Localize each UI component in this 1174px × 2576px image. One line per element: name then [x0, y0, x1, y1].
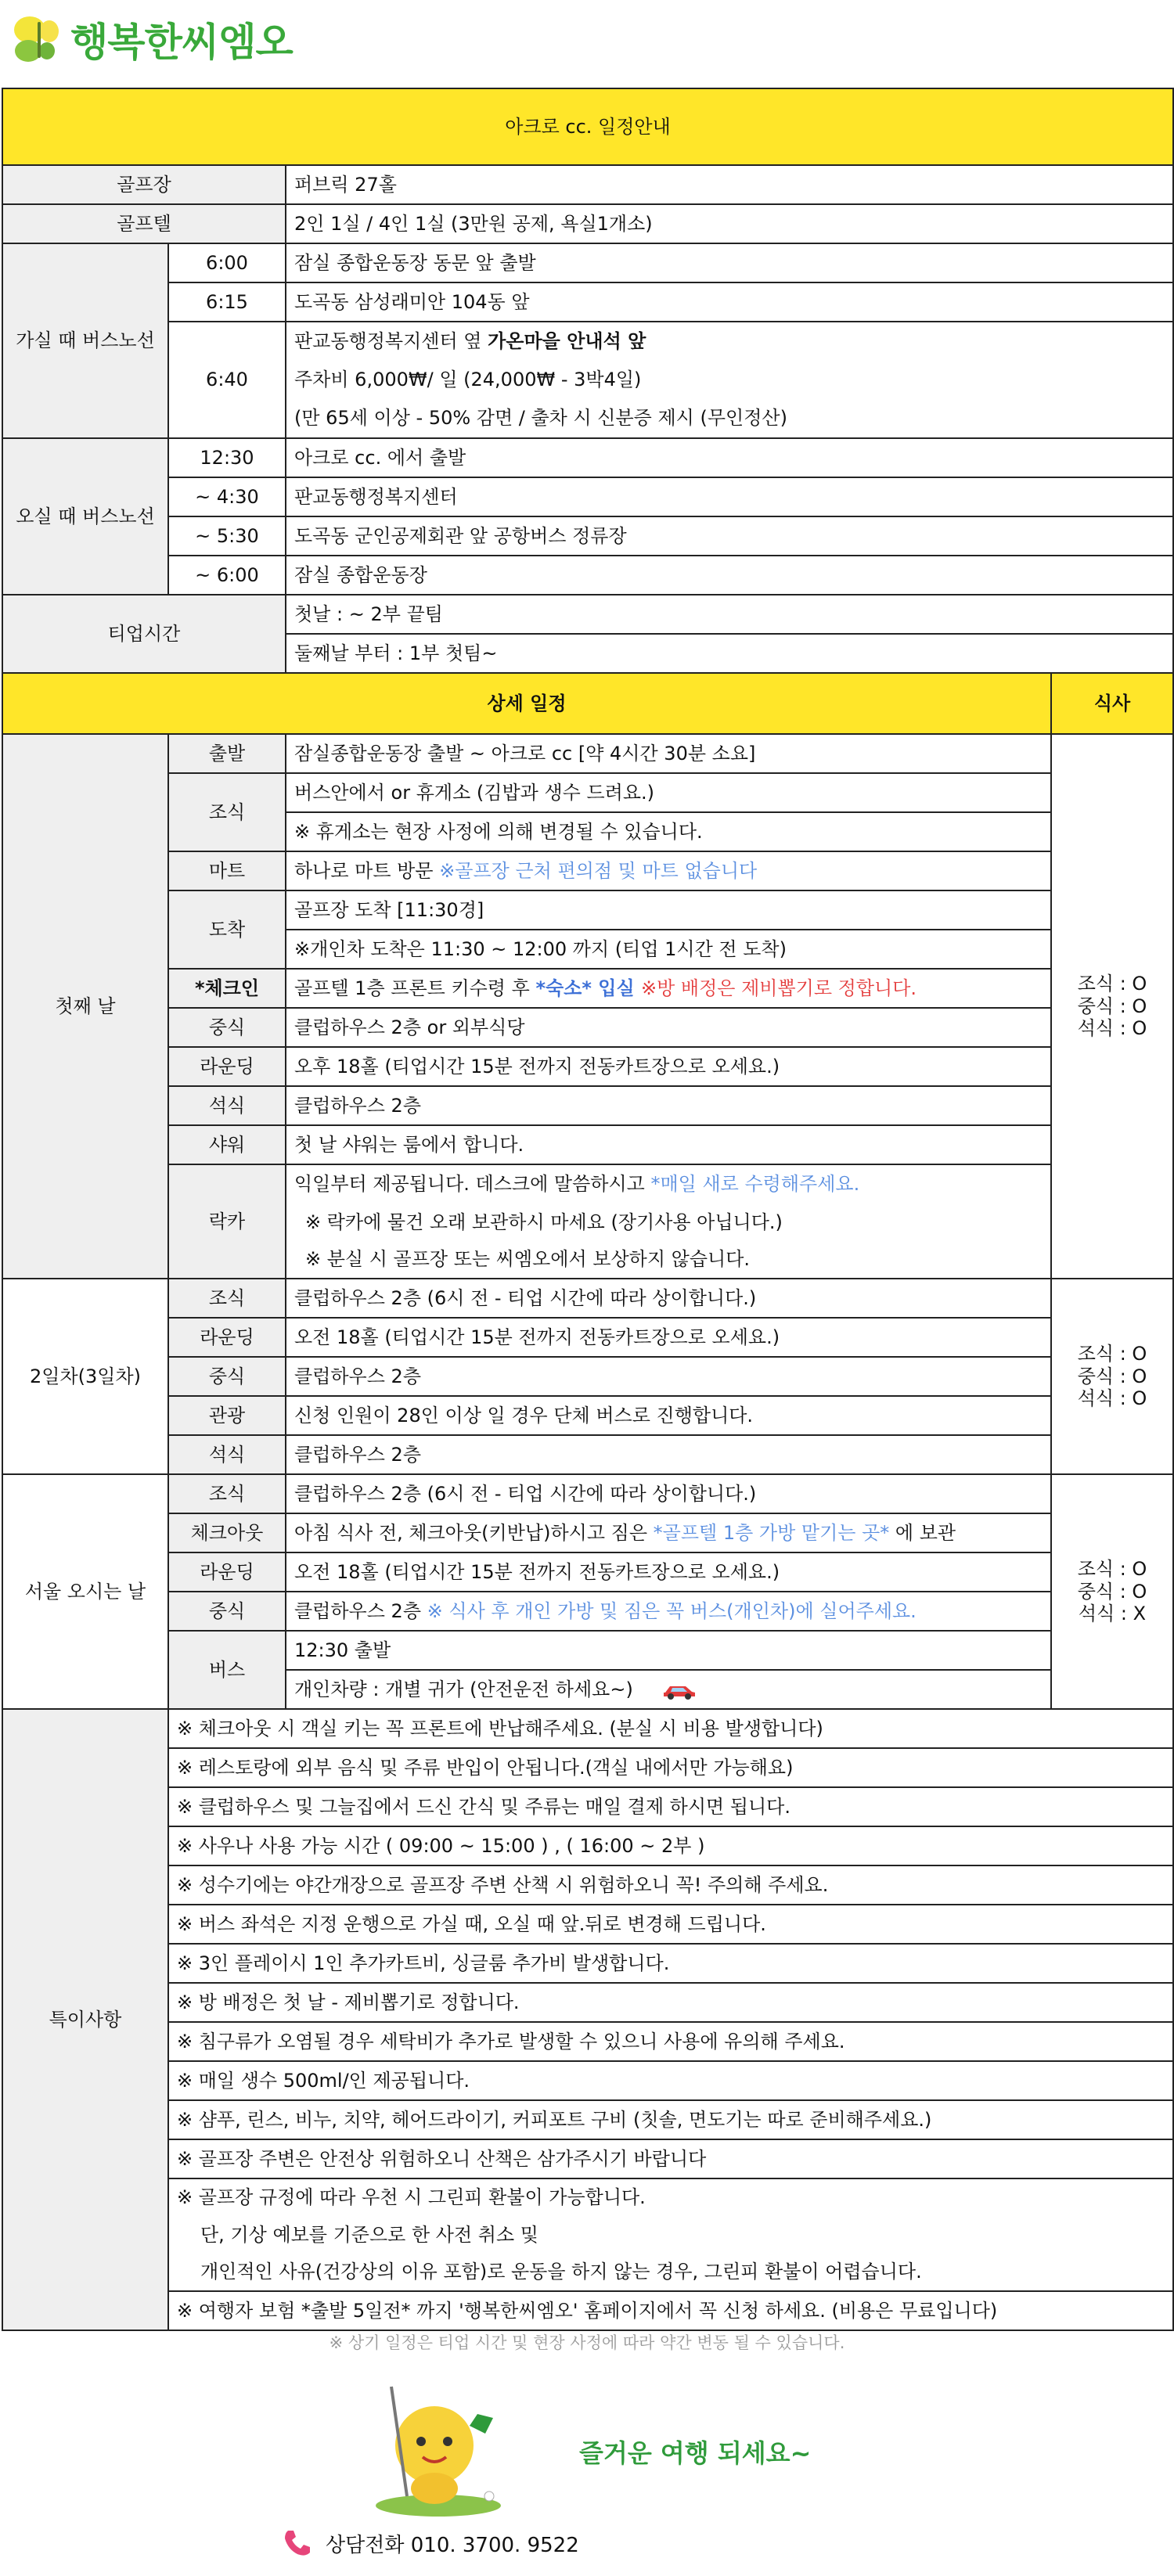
row-text: 골프장 도착 [11:30경] [286, 890, 1051, 930]
note-item: ※ 침구류가 오염될 경우 세탁비가 추가로 발생할 수 있으니 사용에 유의해 주세요. [168, 2022, 1173, 2061]
row-label: 라운딩 [168, 1552, 286, 1592]
row-text [286, 1164, 1051, 1203]
bus-back-time: ~ 6:00 [168, 556, 286, 595]
checkin-text: 골프텔 1층 프론트 키수령 후 [294, 977, 536, 999]
row-label: 출발 [168, 734, 286, 773]
day3-row [2, 1631, 1173, 1670]
note-row [2, 2139, 1173, 2178]
row-label: 라운딩 [168, 1047, 286, 1086]
lunch-text: 클럽하우스 2층 [294, 1599, 427, 1622]
luggage-place: *골프텔 1층 가방 맡기는 곳* [653, 1521, 890, 1544]
phone-icon [282, 2527, 313, 2559]
golf-course-value: 퍼브릭 27홀 [286, 165, 1173, 204]
bus-go-time: 6:15 [168, 282, 286, 322]
detail-header-row [2, 673, 1173, 734]
note-row [2, 1709, 1173, 1748]
golftel-value: 2인 1실 / 4인 1실 (3만원 공제, 욕실1개소) [286, 204, 1173, 243]
row-text: 클럽하우스 2층 (6시 전 - 티업 시간에 따라 상이합니다.) [286, 1279, 1051, 1318]
day1-row [2, 1125, 1173, 1164]
meal-dinner: 석식 : O [1077, 1387, 1147, 1410]
day3-row [2, 1592, 1173, 1631]
bus-back-time: 12:30 [168, 438, 286, 477]
note-item: ※ 3인 플레이시 1인 추가카트비, 싱글룸 추가비 발생합니다. [168, 1944, 1173, 1983]
note-item: ※ 레스토랑에 외부 음식 및 주류 반입이 안됩니다.(객실 내에서만 가능해요) [168, 1748, 1173, 1787]
note-row [2, 2216, 1173, 2254]
bus-go-row [2, 243, 1173, 282]
row-text: 클럽하우스 2층 or 외부식당 [286, 1008, 1051, 1047]
note-row [2, 1905, 1173, 1944]
row-text: ※개인차 도착은 11:30 ~ 12:00 까지 (티업 1시간 전 도착) [286, 930, 1051, 969]
row-text: 클럽하우스 2층 (6시 전 - 티업 시간에 따라 상이합니다.) [286, 1474, 1051, 1513]
meal-breakfast: 조식 : O [1077, 972, 1147, 995]
day1-row [2, 1164, 1173, 1203]
bus-go-row [2, 322, 1173, 438]
bus-back-stop: 판교동행정복지센터 [286, 477, 1173, 516]
note-item: ※ 성수기에는 야간개장으로 골프장 주변 산책 시 위험하오니 꼭! 주의해 주세요. [168, 1865, 1173, 1905]
bus-go-stop-detail [286, 322, 1173, 438]
row-label: 중식 [168, 1592, 286, 1631]
day2-row [2, 1279, 1173, 1318]
row-label: 석식 [168, 1086, 286, 1125]
row-text: 클럽하우스 2층 [286, 1435, 1051, 1474]
checkin-room-note: *숙소* 입실 [535, 977, 641, 999]
row-label: 락카 [168, 1164, 286, 1279]
refund-note: ※ 골프장 규정에 따라 우천 시 그린피 환불이 가능합니다. [168, 2178, 1173, 2216]
row-text: 오전 18홀 (티업시간 15분 전까지 전동카트장으로 오세요.) [286, 1552, 1051, 1592]
footer-note: ※ 상기 일정은 티업 시간 및 현장 사정에 따라 약간 변동 될 수 있습니다. [329, 2333, 845, 2352]
day1-meals [1051, 734, 1173, 1279]
row-label: 석식 [168, 1435, 286, 1474]
note-row [2, 1748, 1173, 1787]
meal-lunch: 중식 : O [1077, 1365, 1147, 1387]
bus-go-stop-text: 판교동행정복지센터 옆 [294, 330, 488, 352]
meal-dinner: 석식 : X [1078, 1603, 1147, 1625]
row-label: 중식 [168, 1357, 286, 1396]
bus-back-stop: 아크로 cc. 에서 출발 [286, 438, 1173, 477]
checkout-text: 아침 식사 전, 체크아웃(키반납)하시고 짐은 [294, 1521, 654, 1544]
brand-logo[interactable] [6, 8, 293, 70]
note-row [2, 1983, 1173, 2022]
bus-back-time: ~ 4:30 [168, 477, 286, 516]
note-row [2, 2178, 1173, 2216]
row-text [286, 1592, 1051, 1631]
row-label: 조식 [168, 773, 286, 851]
meal-header: 식사 [1051, 673, 1173, 734]
meal-lunch: 중식 : O [1077, 995, 1147, 1017]
meal-dinner: 석식 : O [1077, 1017, 1147, 1040]
title-row [2, 88, 1173, 165]
refund-note: 개인적인 사유(건강상의 이유 포함)로 운동을 하지 않는 경우, 그린피 환불이 어렵습니다. [168, 2254, 1173, 2291]
row-text: 클럽하우스 2층 [286, 1086, 1051, 1125]
row-text [286, 1513, 1051, 1552]
note-row [2, 2100, 1173, 2139]
row-label: 조식 [168, 1279, 286, 1318]
page-title: 아크로 cc. 일정안내 [2, 88, 1173, 165]
bus-go-stop: 잠실 종합운동장 동문 앞 출발 [286, 243, 1173, 282]
locker-text: 익일부터 제공됩니다. 데스크에 말씀하시고 [294, 1173, 651, 1196]
bus-go-stop-line [294, 322, 1165, 361]
note-item: ※ 방 배정은 첫 날 - 제비뽑기로 정합니다. [168, 1983, 1173, 2022]
day1-row [2, 773, 1173, 812]
meal-breakfast: 조식 : O [1077, 1557, 1147, 1580]
day3-row [2, 1513, 1173, 1552]
row-label: 관광 [168, 1396, 286, 1435]
bus-back-row [2, 477, 1173, 516]
day1-row [2, 969, 1173, 1008]
bus-back-row [2, 516, 1173, 556]
locker-note: *매일 새로 수령해주세요. [650, 1173, 860, 1196]
row-text: 버스안에서 or 휴게소 (김밥과 생수 드려요.) [286, 773, 1051, 812]
day3-meals [1051, 1474, 1173, 1709]
bus-go-stop-landmark: 가온마을 안내석 앞 [488, 330, 646, 352]
slogan: 즐거운 여행 되세요~ [579, 2438, 812, 2468]
day1-label: 첫째 날 [2, 734, 168, 1279]
butterfly-icon [6, 8, 77, 70]
row-label: 버스 [168, 1631, 286, 1709]
meal-lunch: 중식 : O [1077, 1580, 1147, 1603]
note-row [2, 1865, 1173, 1905]
parking-fee: 주차비 6,000₩/ 일 (24,000₩ - 3박4일) [294, 369, 642, 390]
row-label: 마트 [168, 851, 286, 890]
bus-go-label: 가실 때 버스노선 [2, 243, 168, 438]
day3-row [2, 1474, 1173, 1513]
golf-course-label: 골프장 [2, 165, 286, 204]
day2-row [2, 1318, 1173, 1357]
schedule-table [2, 88, 1174, 2331]
day3-row [2, 1552, 1173, 1592]
row-text: 잠실종합운동장 출발 ~ 아크로 cc [약 4시간 30분 소요] [286, 734, 1051, 773]
room-assignment-note: ※방 배정은 제비뽑기로 정합니다. [641, 977, 917, 999]
checkout-text-end: 에 보관 [889, 1521, 956, 1544]
teeup-label: 티업시간 [2, 595, 286, 673]
note-row [2, 2061, 1173, 2100]
note-item: ※ 샴푸, 린스, 비누, 치약, 헤어드라이기, 커피포트 구비 (칫솔, 면도기는 따로 준비해주세요.) [168, 2100, 1173, 2139]
note-row [2, 2022, 1173, 2061]
day2-row [2, 1396, 1173, 1435]
note-row [2, 2291, 1173, 2330]
teeup-after: 둘째날 부터 : 1부 첫팀~ [286, 634, 1173, 673]
note-item: ※ 사우나 사용 가능 시간 ( 09:00 ~ 15:00 ) , ( 16:00 ~ 2부 ) [168, 1826, 1173, 1865]
row-text: 신청 인원이 28인 이상 일 경우 단체 버스로 진행합니다. [286, 1396, 1051, 1435]
luggage-note: ※ 식사 후 개인 가방 및 짐은 꼭 버스(개인차)에 실어주세요. [427, 1599, 917, 1622]
bus-go-time: 6:40 [168, 322, 286, 438]
day2-meals [1051, 1279, 1173, 1474]
detail-header: 상세 일정 [2, 673, 1051, 734]
row-text: 첫 날 샤워는 룸에서 합니다. [286, 1125, 1051, 1164]
day1-row [2, 851, 1173, 890]
day2-label: 2일차(3일차) [2, 1279, 168, 1474]
car-icon [662, 1680, 697, 1700]
day1-row [2, 1047, 1173, 1086]
bus-back-row [2, 438, 1173, 477]
bus-back-time: ~ 5:30 [168, 516, 286, 556]
refund-note: 단, 기상 예보를 기준으로 한 사전 취소 및 [168, 2216, 1173, 2254]
day1-row [2, 1008, 1173, 1047]
note-item: ※ 체크아웃 시 객실 키는 꼭 프론트에 반납해주세요. (분실 시 비용 발생합니다) [168, 1709, 1173, 1748]
bus-back-row [2, 556, 1173, 595]
row-text: 오후 18홀 (티업시간 15분 전까지 전동카트장으로 오세요.) [286, 1047, 1051, 1086]
row-label: 조식 [168, 1474, 286, 1513]
day1-row [2, 734, 1173, 773]
bus-go-row [2, 282, 1173, 322]
row-text [286, 851, 1051, 890]
day1-row [2, 890, 1173, 930]
golftel-label: 골프텔 [2, 204, 286, 243]
day2-row [2, 1357, 1173, 1396]
brand-name: 행복한씨엠오 [70, 20, 293, 65]
bus-back-label: 오실 때 버스노선 [2, 438, 168, 595]
note-item: ※ 골프장 주변은 안전상 위험하오니 산책은 삼가주시기 바랍니다 [168, 2139, 1173, 2178]
row-text: ※ 분실 시 골프장 또는 씨엠오에서 보상하지 않습니다. [286, 1241, 1051, 1279]
mart-text: 하나로 마트 방문 [294, 859, 440, 882]
note-row [2, 1944, 1173, 1983]
golfer-mascot-icon [360, 2371, 524, 2520]
row-label: 라운딩 [168, 1318, 286, 1357]
bus-back-stop: 도곡동 군인공제회관 앞 공항버스 정류장 [286, 516, 1173, 556]
meal-breakfast: 조식 : O [1077, 1342, 1147, 1365]
note-item: ※ 클럽하우스 및 그늘집에서 드신 간식 및 주류는 매일 결제 하시면 됩니다. [168, 1787, 1173, 1826]
row-label: 중식 [168, 1008, 286, 1047]
day2-row [2, 1435, 1173, 1474]
row-text: ※ 휴게소는 현장 사정에 의해 변경될 수 있습니다. [286, 812, 1051, 851]
parking-discount: (만 65세 이상 - 50% 감면 / 출차 시 신분증 제시 (무인정산) [294, 407, 787, 429]
insurance-note: ※ 여행자 보험 *출발 5일전* 까지 '행복한씨엠오' 홈페이지에서 꼭 신청 하세요. (비용은 무료입니다) [168, 2291, 1173, 2330]
golftel-row [2, 204, 1173, 243]
note-row [2, 2254, 1173, 2291]
row-text [286, 1670, 1051, 1709]
notes-label: 특이사항 [2, 1709, 168, 2330]
row-text: 오전 18홀 (티업시간 15분 전까지 전동카트장으로 오세요.) [286, 1318, 1051, 1357]
row-text [286, 969, 1051, 1008]
bus-go-stop: 도곡동 삼성래미안 104동 앞 [286, 282, 1173, 322]
bus-back-stop: 잠실 종합운동장 [286, 556, 1173, 595]
bus-go-time: 6:00 [168, 243, 286, 282]
row-text: 클럽하우스 2층 [286, 1357, 1051, 1396]
row-label: 샤워 [168, 1125, 286, 1164]
note-item: ※ 매일 생수 500ml/인 제공됩니다. [168, 2061, 1173, 2100]
teeup-row [2, 595, 1173, 634]
golf-course-row [2, 165, 1173, 204]
note-row [2, 1787, 1173, 1826]
note-item: ※ 버스 좌석은 지정 운행으로 가실 때, 오실 때 앞.뒤로 변경해 드립니다. [168, 1905, 1173, 1944]
row-label: *체크인 [168, 969, 286, 1008]
row-text: 12:30 출발 [286, 1631, 1051, 1670]
phone-number: 상담전화 010. 3700. 9522 [326, 2533, 579, 2557]
day3-label: 서울 오시는 날 [2, 1474, 168, 1709]
mart-note: ※골프장 근처 편의점 및 마트 없습니다 [439, 859, 758, 882]
row-label: 체크아웃 [168, 1513, 286, 1552]
teeup-first-day: 첫날 : ~ 2부 끝팀 [286, 595, 1173, 634]
private-car-text: 개인차량 : 개별 귀가 (안전운전 하세요~) [294, 1678, 633, 1700]
row-label: 도착 [168, 890, 286, 969]
note-row [2, 1826, 1173, 1865]
day1-row [2, 1086, 1173, 1125]
phone-contact[interactable] [282, 2527, 579, 2559]
row-text: ※ 락카에 물건 오래 보관하시 마세요 (장기사용 아닙니다.) [286, 1203, 1051, 1241]
